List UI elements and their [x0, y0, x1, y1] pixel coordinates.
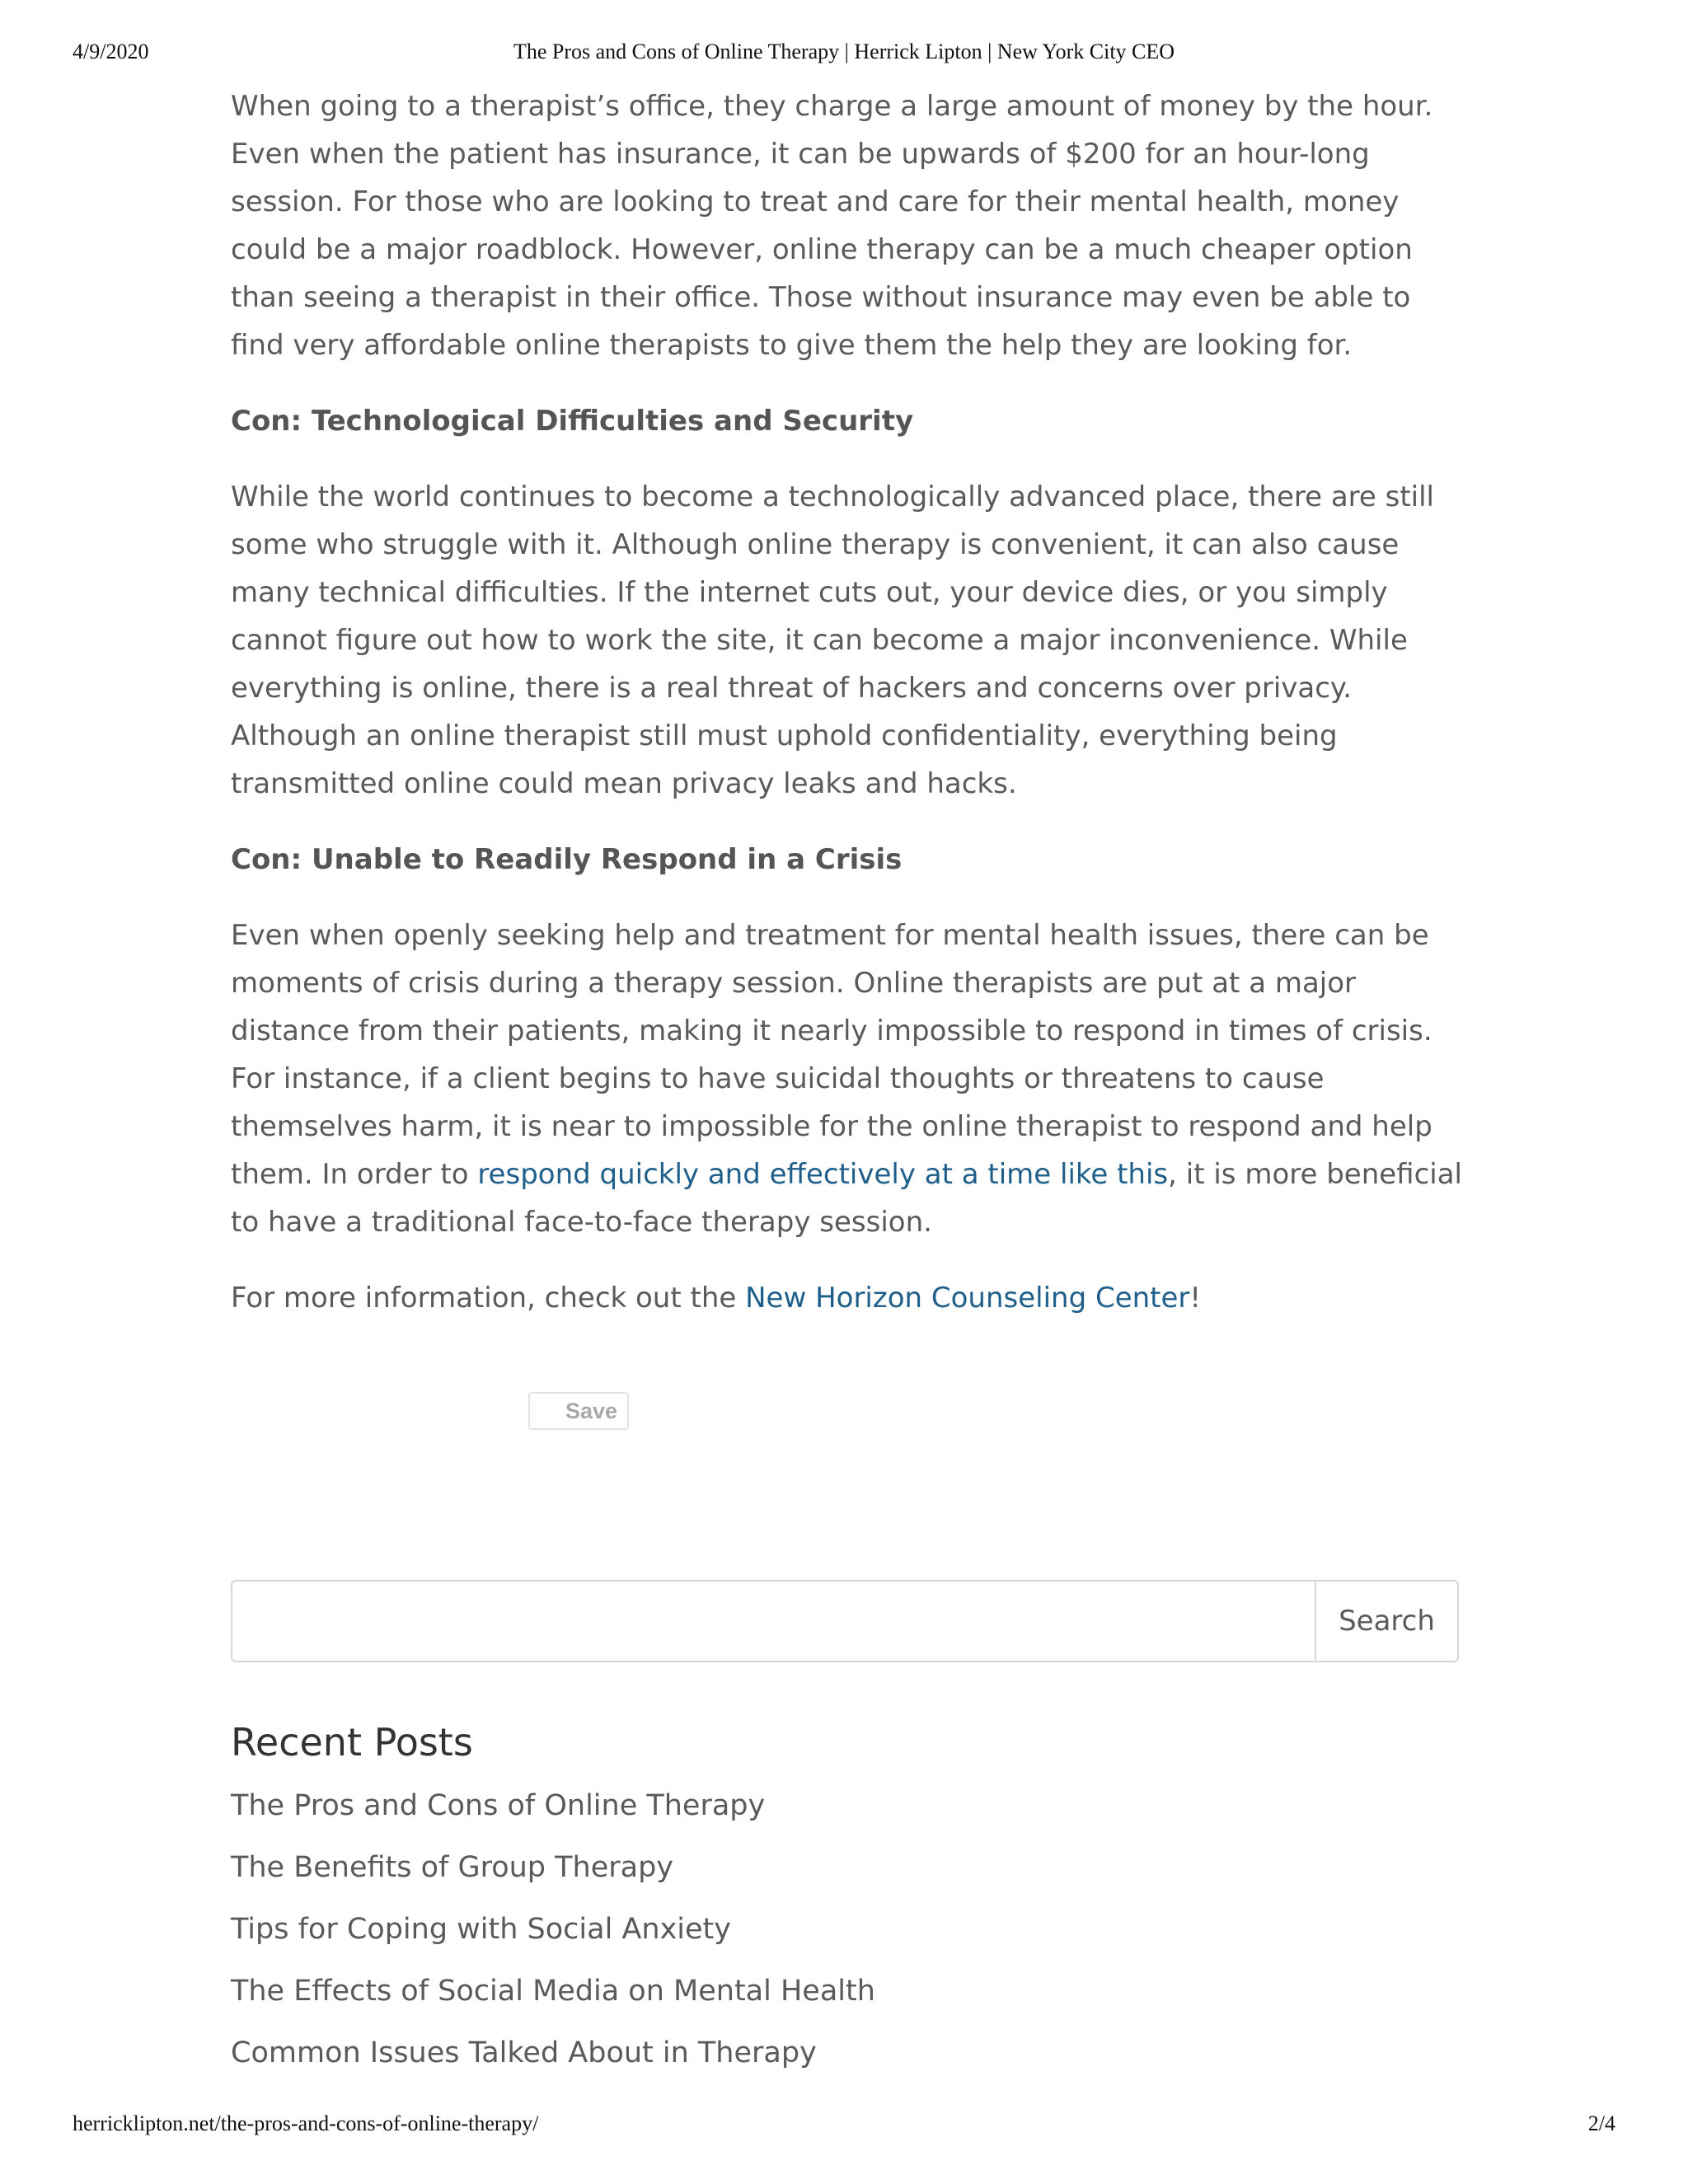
crisis-paragraph: [231, 912, 1467, 1246]
article-content: [231, 82, 1467, 1350]
crisis-paragraph-end: , it is more beneficial to have a traditional face-to-face therapy session.: [231, 1158, 1463, 1239]
counseling-center-link[interactable]: New Horizon Counseling Center: [745, 1282, 1190, 1315]
print-url: herricklipton.net/the-pros-and-cons-of-online-therapy/: [73, 2111, 539, 2135]
print-date: 4/9/2020: [73, 40, 149, 63]
save-button[interactable]: Save: [528, 1392, 629, 1430]
cost-paragraph: When going to a therapist’s office, they charge a large amount of money by the hour. Even when the patient has insurance, it can be upwards of $200 for an hour-long session. For those who are looking to treat and care for their mental health, money could be a major roadblock. However, online therapy can be a much cheaper option than seeing a therapist in their office. Those without insurance may even be able to find very affordable online therapists to give them the help they are looking for.: [231, 90, 1433, 362]
print-header: [0, 40, 1688, 73]
recent-posts-list: [231, 1775, 1467, 2084]
search-form: [231, 1580, 1459, 1662]
search-button[interactable]: Search: [1315, 1582, 1457, 1661]
recent-posts-widget: [231, 1716, 1467, 2084]
print-footer: [0, 2111, 1688, 2144]
more-info-end: !: [1189, 1282, 1202, 1315]
more-info-start: For more information, check out the: [231, 1282, 746, 1315]
recent-post-link[interactable]: The Pros and Cons of Online Therapy: [231, 1789, 766, 1822]
recent-posts-heading: Recent Posts: [231, 1720, 473, 1765]
tech-difficulties-heading: Con: Technological Difficulties and Security: [231, 405, 914, 438]
recent-post-link[interactable]: The Benefits of Group Therapy: [231, 1851, 674, 1884]
recent-post-link[interactable]: Tips for Coping with Social Anxiety: [231, 1913, 731, 1946]
crisis-response-link[interactable]: respond quickly and effectively at a time like this: [477, 1158, 1169, 1191]
recent-post-link[interactable]: The Effects of Social Media on Mental Health: [231, 1975, 875, 2008]
search-input[interactable]: [232, 1582, 1318, 1662]
crisis-paragraph-start: Even when openly seeking help and treatment for mental health issues, there can be moments of crisis during a therapy session. Online therapists are put at a major distance from their patients, making it nearly impossible to respond in times of crisis. For instance, if a client begins to have suicidal thoughts or threatens to cause themselves harm, it is near to impossible for the online therapist to respond and help them. In order to: [231, 919, 1432, 1191]
tech-difficulties-paragraph: While the world continues to become a technologically advanced place, there are still some who struggle with it. Although online therapy is convenient, it can also cause many technical difficulties. If the internet cuts out, your device dies, or you simply cannot figure out how to work the site, it can become a major inconvenience. While everything is online, there is a real threat of hackers and concerns over privacy. Although an online therapist still must uphold confidentiality, everything being transmitted online could mean privacy leaks and hacks.: [231, 480, 1435, 800]
print-page-title: The Pros and Cons of Online Therapy | Herrick Lipton | New York City CEO: [513, 40, 1175, 63]
recent-post-link[interactable]: Common Issues Talked About in Therapy: [231, 2036, 817, 2069]
crisis-heading: Con: Unable to Readily Respond in a Crisis: [231, 843, 903, 876]
print-page-number: 2/4: [1587, 2111, 1615, 2135]
more-info-paragraph: [231, 1274, 1467, 1322]
